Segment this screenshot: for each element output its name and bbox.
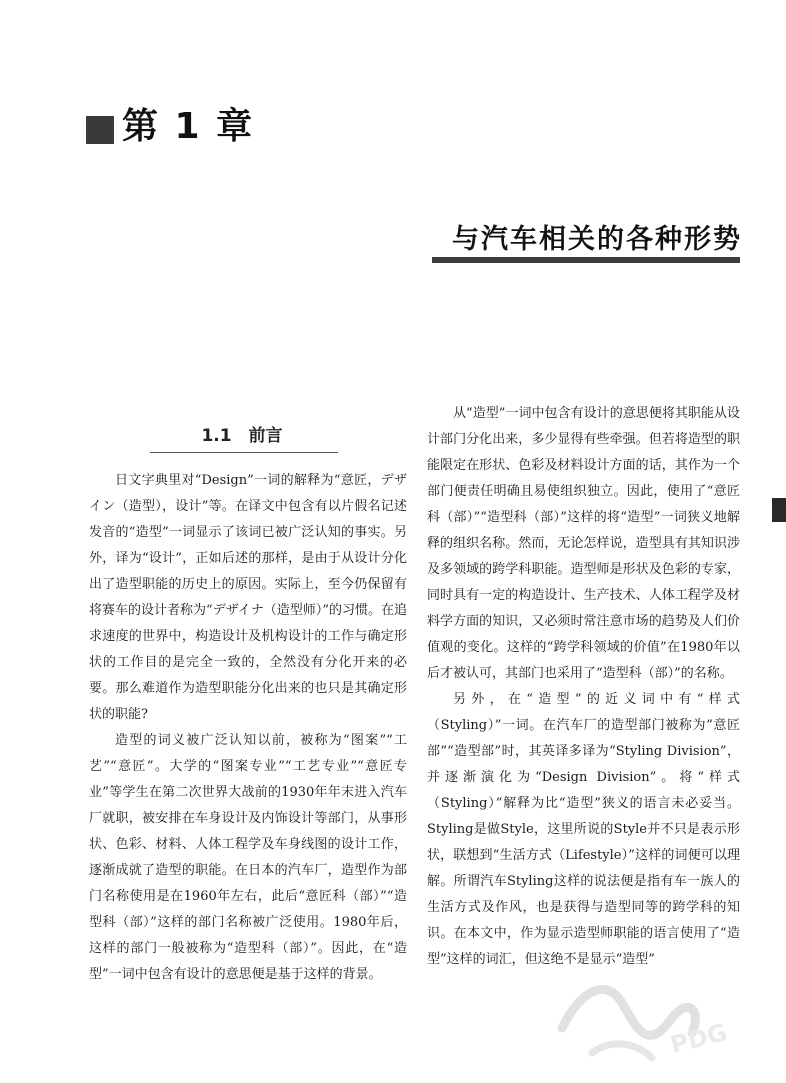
watermark-brush-mark [562, 989, 695, 1035]
chapter-title: 与汽车相关的各种形势 [452, 224, 742, 255]
watermark-text: PDG [667, 1018, 730, 1060]
chapter-number: 第 1 章 [122, 106, 255, 147]
section-heading: 1.1 前言 [201, 426, 283, 446]
right-column [427, 401, 740, 973]
paragraph: 另外，在“造型”的近义词中有“样式（Styling）”一词。在汽车厂的造型部门被称为“意匠部”“造型部”时，其英译多译为“Styling Division”，并逐渐演化为“Design Division”。将“样式（Styling）”解释为比“造型”狭义的语言未必妥当。Styling是做Style，这里所说的Style并不只是表示形状，联想到“生活方式（Lifestyle）”这样的词便可以理解。所谓汽车Styling这样的说法便是指有车一族人的生活方式及作风，也是获得与造型同等的跨学科的知识。在本文中，作为显示造型师职能的语言使用了“造型”这样的词汇，但这绝不是显示“造型” [427, 692, 740, 967]
chapter-title-rule [432, 257, 740, 263]
watermark-logo [552, 958, 762, 1068]
watermark-brush-mark [592, 1044, 652, 1058]
chapter-marker-square [86, 116, 114, 144]
section-heading-rule [150, 452, 338, 453]
paragraph: 从“造型”一词中包含有设计的意思便将其职能从设计部门分化出来，多少显得有些牵强。但若将造型的职能限定在形状、色彩及材料设计方面的话，其作为一个部门便责任明确且易使组织独立。因此，使用了“意匠科（部）”“造型科（部）”这样的将“造型”一词狭义地解释的组织名称。然而，无论怎样说，造型具有其知识涉及多领域的跨学科职能。造型师是形状及色彩的专家，同时具有一定的构造设计、生产技术、人体工程学及材料学方面的知识，又必须时常注意市场的趋势及人们价值观的变化。这样的“跨学科领域的价值”在1980年以后才被认可，其部门也采用了“造型科（部）”的名称。 [427, 406, 740, 681]
paragraph: 造型的词义被广泛认知以前，被称为“图案”“工艺”“意匠”。大学的“图案专业”“工艺专业”“意匠专业”等学生在第二次世界大战前的1930年年末进入汽车厂就职，被安排在车身设计及内饰设计等部门，从事形状、色彩、材料、人体工程学及车身线图的设计工作，逐渐成就了造型的职能。在日本的汽车厂，造型作为部门名称使用是在1960年左右，此后“意匠科（部）”“造型科（部）”这样的部门名称被广泛使用。1980年后，这样的部门一般被称为“造型科（部）”。因此，在“造型”一词中包含有设计的意思便是基于这样的背景。 [89, 733, 407, 982]
left-column [89, 468, 407, 988]
paragraph: 日文字典里对“Design”一词的解释为“意匠，デザイン（造型），设计”等。在译文中包含有以片假名记述发音的“造型”一词显示了该词已被广泛认知的事实。另外，译为“设计”，正如后述的那样，是由于从设计分化出了造型职能的历史上的原因。实际上，至今仍保留有将赛车的设计者称为“デザイナ（造型师）”的习惯。在追求速度的世界中，构造设计及机构设计的工作与确定形状的工作目的是完全一致的，全然没有分化开来的必要。那么难道作为造型职能分化出来的也只是其确定形状的职能? [89, 473, 407, 722]
page-edge-tab [772, 498, 786, 522]
